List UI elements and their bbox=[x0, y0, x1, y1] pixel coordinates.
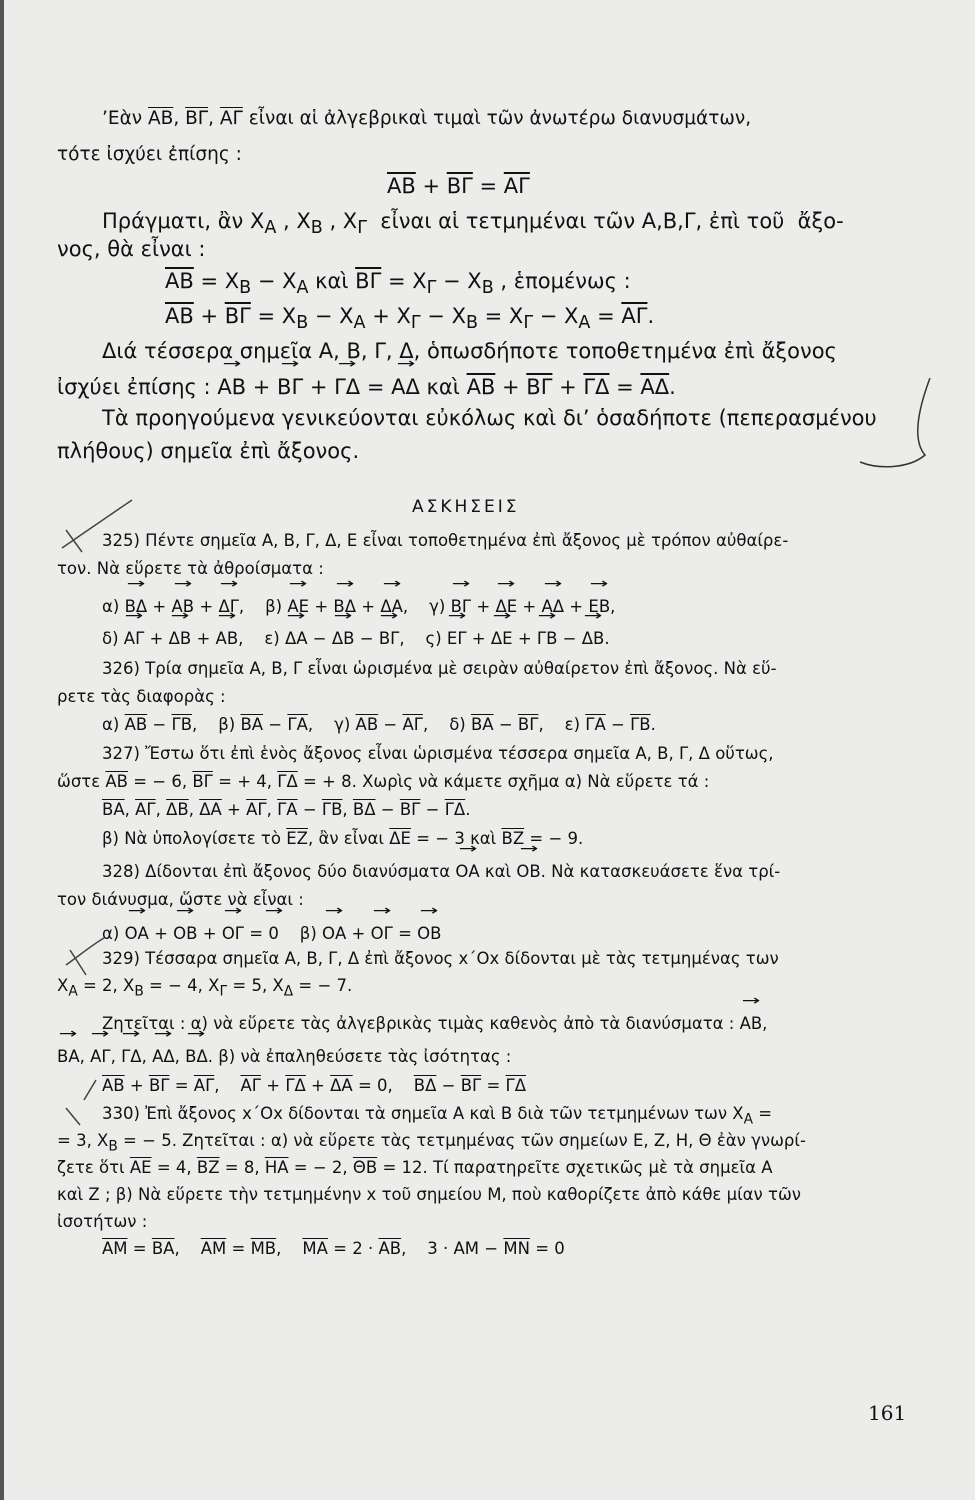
exercise-330: 330) Ἐπὶ ἄξονος x΄Ox δίδονται τὰ σημεῖα Α καὶ Β διὰ τῶν τετμημένων των $X_A$ = bbox=[102, 1104, 773, 1128]
page-number: 161 bbox=[868, 1401, 907, 1425]
text-line: πλήθους) σημεῖα ἐπὶ ἄξονος. bbox=[57, 439, 360, 463]
text-line: ’Εὰν $\overline{AB}$, $\overline{B\Gamma}$, $\overline{A\Gamma}$ εἶναι αἱ ἀλγεβρικαὶ τιμαὶ τῶν ἀνωτέρω διανυσμάτων, bbox=[102, 108, 752, 129]
text-line: $X_A = 2$, $X_B$ = − 4, $X_\Gamma = 5$, $X_\Delta$ = − 7. bbox=[57, 976, 353, 1000]
text-line: Τὰ προηγούμενα γενικεύονται εὐκόλως καὶ δι’ ὁσαδήποτε (πεπερασμένου bbox=[102, 406, 877, 430]
text-line: τότε ἰσχύει ἐπίσης : bbox=[57, 144, 242, 165]
text-line: ἰσοτήτων : bbox=[57, 1212, 148, 1231]
text-line: Πράγματι, ἂν $X_A$ , $X_B$ , $X_\Gamma$ εἶναι αἱ τετμημέναι τῶν Α,Β,Γ, ἐπὶ τοῦ ἄξο- bbox=[102, 209, 844, 239]
text-line: = 3, $X_B$ = − 5. Ζητεῖται : α) νὰ εὕρετε τὰς τετμημένας τῶν σημείων Ε, Ζ, Η, Θ ἐὰν γνωρί- bbox=[57, 1131, 806, 1155]
section-title: ΑΣΚΗΣΕΙΣ bbox=[412, 497, 520, 517]
exercise-327: 327) Ἔστω ὅτι ἐπὶ ἑνὸς ἄξονος εἶναι ὡρισμένα τέσσερα σημεῖα Α, Β, Γ, Δ οὕτως, bbox=[102, 744, 774, 763]
equation: α) → ΒΔ + → ΑΒ + → ΔΓ, β) → ΑΕ + → ΒΔ + → ΔΑ, γ) → ΒΓ + → ΔΕ + → ΑΔ + → ΕΒ, bbox=[102, 594, 615, 620]
equation: $\overline{AB} = X_B - X_A$ καὶ $\overline{B\Gamma} = X_\Gamma - X_B$ , ἑπομένως : bbox=[165, 269, 631, 299]
text-line: ζετε ὅτι $\overline{AE} = 4$, $\overline{BZ} = 8$, $\overline{HA}$ = − 2, $\overline{\Theta B} = 12$. Τί παρατηρεῖτε σχετικῶς μὲ τὰ σημεῖα Α bbox=[57, 1158, 773, 1177]
exercise-325: 325) Πέντε σημεῖα Α, Β, Γ, Δ, Ε εἶναι τοποθετημένα ἐπὶ ἄξονος μὲ τρόπον αὐθαίρε- bbox=[102, 531, 789, 550]
text-line: ἰσχύει ἐπίσης : → ΑΒ + → ΒΓ + → ΓΔ = → ΑΔ καὶ $\overline{AB} + \overline{B\Gamma} + \overline{\Gamma\Delta} = \overline{A\Delta}$. bbox=[57, 374, 676, 400]
text-line: ρετε τὰς διαφορὰς : bbox=[57, 687, 226, 706]
checkmark-325 bbox=[62, 500, 132, 548]
text-line: Ζητεῖται : α) νὰ εὕρετε τὰς ἀλγεβρικὰς τιμὰς καθενὸς ἀπὸ τὰ διανύσματα : → ΑΒ, bbox=[102, 1011, 767, 1037]
text-line: Διά τέσσερα σημεῖα Α, Β, Γ, Δ, ὁπωσδήποτε τοποθετημένα ἐπὶ ἄξονος bbox=[102, 339, 837, 363]
text-line: β) Νὰ ὑπολογίσετε τὸ $\overline{EZ}$, ἂν εἶναι $\overline{\Delta E}$ = − 3 καὶ $\overline{BZ}$ = − 9. bbox=[102, 829, 584, 848]
equation: $\overline{BA}$, $\overline{A\Gamma}$, $\overline{\Delta B}$, $\overline{\Delta A} + \overline{A\Gamma}$, $\overline{\Gamma A} - \overline{\Gamma B}$, $\overline{B\Delta} - \overline{B\Gamma} - \overline{\Gamma\Delta}$. bbox=[102, 800, 471, 819]
equation: α) → ΟΑ + → ΟΒ + → ΟΓ = → 0 β) → ΟΑ + → ΟΓ = → ΟΒ bbox=[102, 921, 441, 947]
checkmark-329-cross bbox=[70, 950, 86, 975]
equation: $\overline{AB} + \overline{B\Gamma} = \overline{A\Gamma}$ bbox=[387, 174, 530, 198]
equation: $\overline{AB} + \overline{B\Gamma} = X_B - X_A + X_\Gamma - X_B = X_\Gamma - X_A = \overline{A\Gamma}$. bbox=[165, 304, 655, 334]
text-line: → ΒΑ, → ΑΓ, → ΓΔ, → ΑΔ, → ΒΔ. β) νὰ ἐπαληθεύσετε τὰς ἰσότητας : bbox=[57, 1044, 511, 1070]
equation: δ) → ΑΓ + → ΔΒ + → ΑΒ, ε) → ΔΑ − → ΔΒ − → ΒΓ, ς) → ΕΓ + → ΔΕ + → ΓΒ − → ΔΒ. bbox=[102, 626, 610, 652]
equation: α) $\overline{AB} - \overline{\Gamma B}$, β) $\overline{BA} - \overline{\Gamma A}$, γ) $\overline{AB} - \overline{A\Gamma}$, δ) $\overline{BA} - \overline{B\Gamma}$, ε) $\overline{\Gamma A} - \overline{\Gamma B}$. bbox=[102, 715, 656, 734]
checkmark-330 bbox=[66, 1108, 80, 1125]
checkmark-325-cross bbox=[66, 530, 82, 552]
text-line: νος, θὰ εἶναι : bbox=[57, 237, 206, 261]
exercise-326: 326) Τρία σημεῖα Α, Β, Γ εἶναι ὡρισμένα μὲ σειρὰν αὐθαίρετον ἐπὶ ἄξονος. Νὰ εὕ- bbox=[102, 659, 777, 678]
equation: $\overline{AM} = \overline{BA}$, $\overline{AM} = \overline{MB}$, $\overline{MA} = 2 \cdot \overline{AB}$, $3 \cdot AM - \overline{MN} = 0$ bbox=[102, 1239, 565, 1258]
margin-bracket-mark bbox=[860, 378, 930, 467]
exercise-328: 328) Δίδονται ἐπὶ ἄξονος δύο διανύσματα → ΟΑ καὶ → ΟΒ. Νὰ κατασκευάσετε ἕνα τρί- bbox=[102, 859, 780, 885]
exercise-329: 329) Τέσσαρα σημεῖα Α, Β, Γ, Δ ἐπὶ ἄξονος x΄Ox δίδονται μὲ τὰς τετμημένας των bbox=[102, 949, 779, 968]
text-line: καὶ Ζ ; β) Νὰ εὕρετε τὴν τετμημένην x τοῦ σημείου Μ, ποὺ καθορίζετε ἀπὸ κάθε μίαν τῶν bbox=[57, 1185, 801, 1204]
text-line: τον. Νὰ εὕρετε τὰ ἀθροίσματα : bbox=[57, 559, 324, 578]
text-line: τον διάνυσμα, ὥστε νὰ εἶναι : bbox=[57, 890, 304, 909]
checkmark-329b bbox=[84, 1080, 96, 1100]
text-line: ὥστε $\overline{AB}$ = − 6, $\overline{B\Gamma}$ = + 4, $\overline{\Gamma\Delta}$ = + 8. Χωρὶς νὰ κάμετε σχῆμα α) Νὰ εὕρετε τά : bbox=[57, 772, 710, 791]
equation: $\overline{AB} + \overline{B\Gamma} = \overline{A\Gamma}$, $\overline{A\Gamma} + \overline{\Gamma\Delta} + \overline{\Delta A} = 0$, $\overline{B\Delta} - \overline{B\Gamma} = \overline{\Gamma\Delta}$ bbox=[102, 1076, 527, 1095]
